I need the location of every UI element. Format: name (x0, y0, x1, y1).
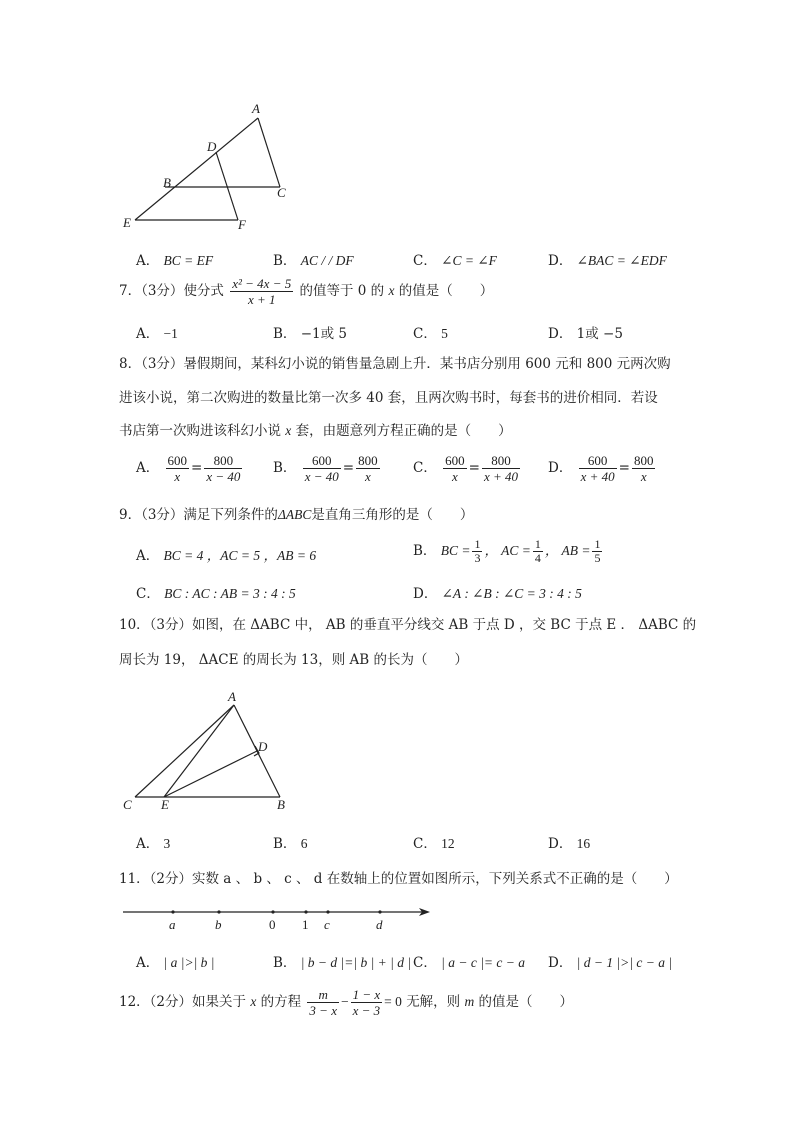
label-F: F (238, 217, 246, 232)
q8-line-2: 进该小说，第二次购进的数量比第一次多 40 套，且两次购书时，每套书的进价相同．若设 (119, 390, 658, 406)
axis-label-zero: 0 (269, 917, 276, 932)
axis-label-c: c (324, 917, 330, 932)
label-C: C (123, 797, 132, 812)
q11-option-c: C． | a − c |= c − a (413, 955, 526, 971)
figure-q10 (115, 685, 305, 815)
q10-option-b: B． 6 (273, 836, 308, 852)
q6-option-d: D． ∠BAC = ∠EDF (548, 253, 667, 269)
axis-label-d: d (376, 917, 383, 932)
q7-option-d: D． 1或 −5 (548, 326, 623, 342)
q8-option-d: D． $\frac{600}{x + 40}$ = $\frac{800}{x}$ (548, 453, 654, 484)
label-E: E (123, 215, 131, 230)
label-B: B (277, 797, 285, 812)
q10-line-2: 周长为 19， ΔACE 的周长为 13，则 AB 的长为（ ） (119, 652, 468, 668)
q9-option-b: B． BC = $\frac{1}{3}$ ， AC = $\frac{1}{4}$ ， AB = $\frac{1}{5}$ (413, 537, 601, 565)
q6-option-a: A． BC = EF (136, 253, 214, 269)
number-line (118, 900, 438, 936)
q7-option-c: C． 5 (413, 326, 448, 342)
figure-q6 (110, 100, 310, 235)
q8-option-a: A． $\frac{600}{x}$ = $\frac{800}{x - 40}$ (136, 453, 241, 484)
q7-option-a: A． −1 (136, 326, 178, 342)
q9-option-d: D． ∠A : ∠B : ∠C = 3 : 4 : 5 (413, 586, 582, 602)
label-A: A (228, 689, 236, 704)
q10-option-a: A． 3 (136, 836, 171, 852)
q6-option-c: C． ∠C = ∠F (413, 253, 497, 269)
q10-option-d: D． 16 (548, 836, 591, 852)
label-E: E (161, 797, 169, 812)
question-7: 7．（3分）使分式 $\frac{\text{x² − 4x − 5}}{x + 1}$ 的值等于 0 的 x 的值是（ ） (119, 276, 494, 307)
question-12: 12．（2分）如果关于 x 的方程 $\frac{m}{3 - x}$ − $\frac{1 - x}{x - 3}$ = 0 无解，则 m 的值是（ ） (119, 987, 574, 1018)
question-9: 9．（3分）满足下列条件的ΔABC是直角三角形的是（ ） (119, 507, 474, 523)
label-B: B (163, 175, 171, 190)
q8-option-c: C． $\frac{600}{x}$ = $\frac{800}{x + 40}$ (413, 453, 518, 484)
q10-line-1: 10．（3分）如图，在 ΔABC 中， AB 的垂直平分线交 AB 于点 D ，交 BC 于点 E ． ΔABC 的 (119, 617, 697, 633)
axis-label-one: 1 (302, 917, 309, 932)
q10-option-c: C． 12 (413, 836, 455, 852)
q7-fraction: $\frac{\text{x² − 4x − 5}}{x + 1}$ (232, 276, 292, 307)
q11-option-d: D． | d − 1 |>| c − a | (548, 955, 673, 971)
label-C: C (277, 185, 286, 200)
q9-option-a: A． BC = 4 ，AC = 5 ，AB = 6 (136, 548, 317, 564)
q11-option-a: A． | a |>| b | (136, 955, 215, 971)
axis-label-b: b (215, 917, 222, 932)
label-D: D (258, 739, 268, 754)
q6-option-b: B． AC / / DF (273, 253, 354, 269)
q8-option-b: B． $\frac{600}{x - 40}$ = $\frac{800}{x}$ (273, 453, 378, 484)
q11-option-b: B． | b − d |=| b | + | d | (273, 955, 412, 971)
q8-line-1: 8．（3分）暑假期间，某科幻小说的销售量急剧上升．某书店分别用 600 元和 800 元两次购 (119, 356, 671, 372)
label-D: D (207, 139, 217, 154)
q7-option-b: B． −1或 5 (273, 326, 347, 342)
q9-option-c: C． BC : AC : AB = 3 : 4 : 5 (136, 586, 296, 602)
label-A: A (252, 101, 260, 116)
q8-line-3: 书店第一次购进该科幻小说 x 套，由题意列方程正确的是（ ） (119, 423, 512, 439)
axis-label-a: a (169, 917, 176, 932)
question-11: 11．（2分）实数 a 、 b 、 c 、 d 在数轴上的位置如图所示，下列关系式不正确的是（ ） (119, 871, 678, 887)
